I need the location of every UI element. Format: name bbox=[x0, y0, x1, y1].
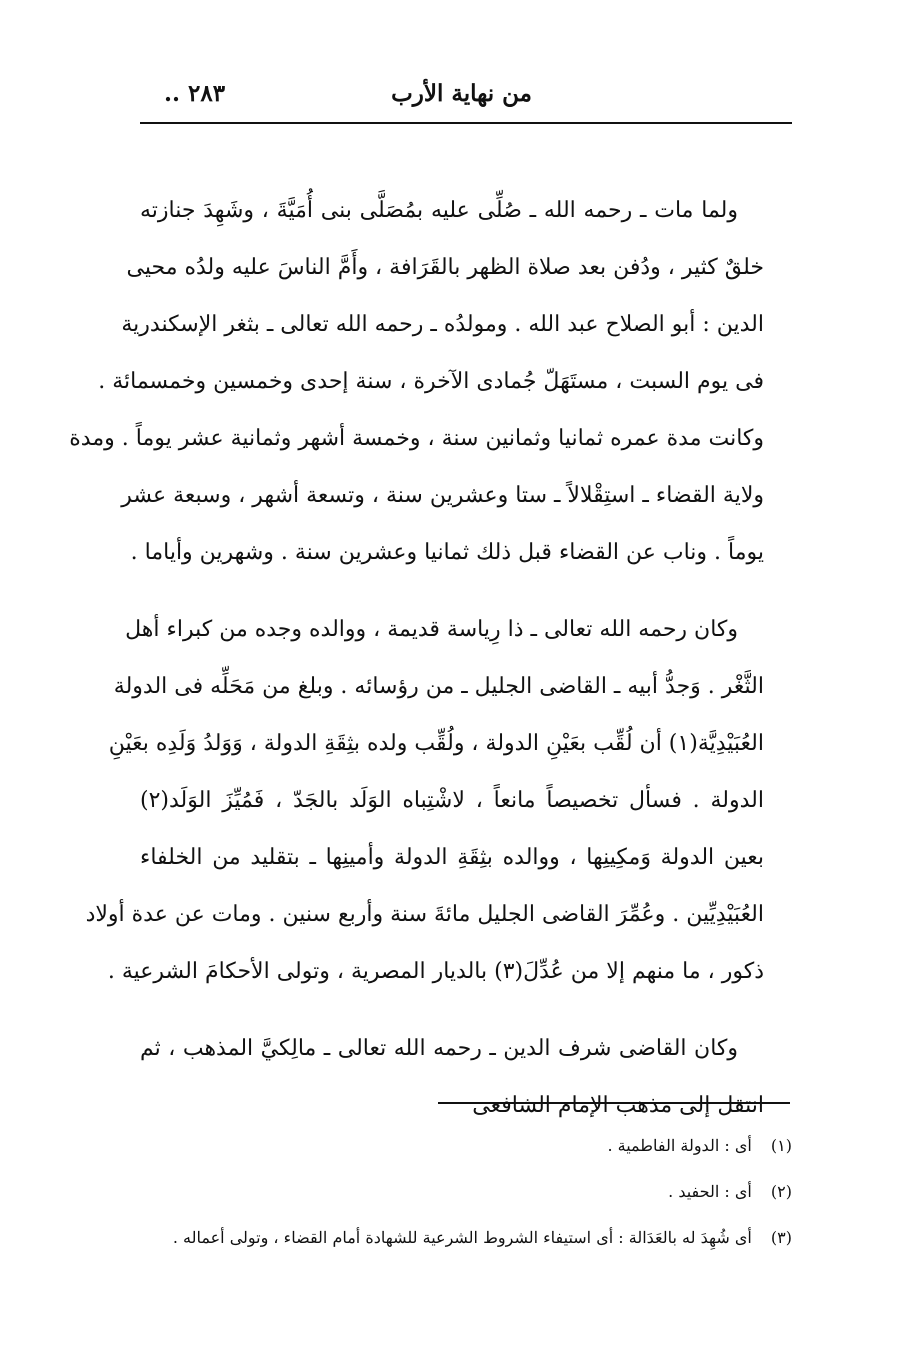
footnote bbox=[200, 1128, 792, 1174]
footnote bbox=[172, 1220, 792, 1266]
text-line: وكانت مدة عمره ثمانيا وثمانين سنة ، وخمسة أشهر وثمانية عشر يوماً . ومدة bbox=[69, 426, 764, 451]
paragraph-3 bbox=[140, 1020, 790, 1134]
text-line: وكان رحمه الله تعالى ـ ذا رِياسة قديمة ، ووالده وجده من كبراء أهل bbox=[125, 617, 738, 642]
text-line: العُبَيْدِيَّة(١) أن لُقِّب بعَيْنِ الدولة ، ولُقِّب ولده بثِقَةِ الدولة ، وَوَلدُ وَلَدِه بعَيْنِ bbox=[108, 731, 764, 756]
text-line: انتقل إلى مذهب الإمام الشافعى bbox=[472, 1093, 764, 1118]
running-header bbox=[140, 76, 790, 120]
footnote-number: (١) bbox=[770, 1136, 792, 1155]
footnotes bbox=[172, 1128, 792, 1266]
footnote-text: أى شُهِدَ له بالعَدَالة : أى استيفاء الشروط الشرعية للشهادة أمام القضاء ، وتولى أعماله . bbox=[172, 1228, 752, 1247]
text-line: فى يوم السبت ، مستَهَلّ جُمادى الآخرة ، سنة إحدى وخمسين وخمسمائة . bbox=[98, 369, 764, 394]
footnote bbox=[200, 1174, 792, 1220]
footnote-number: (٣) bbox=[770, 1228, 792, 1247]
text-line: الدولة . فسأل تخصيصاً مانعاً ، لاشْتِباه الوَلَد بالجَدّ ، فَمُيِّزَ الوَلَد(٢) bbox=[140, 788, 764, 813]
text-line: الدين : أبو الصلاح عبد الله . ومولدُه ـ رحمه الله تعالى ـ بثغر الإسكندرية bbox=[121, 312, 764, 337]
text-line: العُبَيْدِيِّين . وعُمِّرَ القاضى الجليل مائةَ سنة وأربع سنين . ومات عن عدة أولاد bbox=[85, 902, 764, 927]
paragraph-1 bbox=[69, 182, 790, 581]
text-line: ولاية القضاء ـ استِقْلالاً ـ ستا وعشرين سنة ، وتسعة أشهر ، وسبعة عشر bbox=[121, 483, 764, 508]
text-line: يوماً . وناب عن القضاء قبل ذلك ثمانيا وعشرين سنة . وشهرين وأياما . bbox=[130, 540, 764, 565]
header-title: من نهاية الأرب bbox=[391, 80, 532, 107]
header-rule bbox=[140, 122, 792, 124]
text-line: ولما مات ـ رحمه الله ـ صُلِّى عليه بمُصَلَّى بنى أُمَيَّةَ ، وشَهِدَ جنازته bbox=[140, 198, 738, 223]
text-line: بعين الدولة وَمكِينِها ، ووالده بثِقَةِ الدولة وأمينِها ـ بتقليد من الخلفاء bbox=[140, 845, 764, 870]
paragraph-2 bbox=[85, 601, 790, 1000]
body-text bbox=[69, 182, 790, 1154]
page-number: ٢٨٣ .. bbox=[164, 80, 226, 107]
footnote-number: (٢) bbox=[770, 1182, 792, 1201]
text-line: ذكور ، ما منهم إلا من عُدِّلَ(٣) بالديار المصرية ، وتولى الأحكامَ الشرعية . bbox=[107, 959, 764, 984]
footnote-text: أى : الحفيد . bbox=[668, 1182, 752, 1201]
text-line: وكان القاضى شرف الدين ـ رحمه الله تعالى ـ مالِكيَّ المذهب ، ثم bbox=[140, 1036, 738, 1061]
footnote-text: أى : الدولة الفاطمية . bbox=[607, 1136, 752, 1155]
text-line: الثَّغْر . وَجدُّ أبيه ـ القاضى الجليل ـ من رؤسائه . وبلغ من مَحَلِّه فى الدولة bbox=[113, 674, 764, 699]
text-line: خلقٌ كثير ، ودُفن بعد صلاة الظهر بالقَرَافة ، وأَمَّ الناسَ عليه ولدُه محيى bbox=[126, 255, 764, 280]
footnote-rule bbox=[438, 1102, 790, 1104]
